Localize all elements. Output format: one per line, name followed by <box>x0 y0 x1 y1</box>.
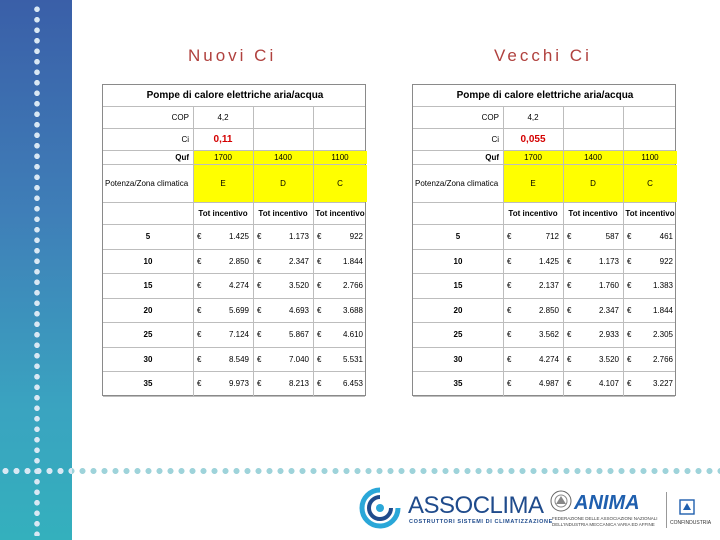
currency-symbol: € <box>197 330 202 340</box>
incentive-value: 922 <box>349 232 363 242</box>
incentive-header-row <box>103 203 365 225</box>
incentive-value: 4.274 <box>228 281 249 291</box>
currency-symbol: € <box>317 232 322 242</box>
currency-symbol: € <box>257 232 262 242</box>
incentive-value: 712 <box>545 232 559 242</box>
incentive-header: Tot incentivo <box>258 209 308 218</box>
incentive-value: 2.850 <box>228 256 249 266</box>
incentive-value: 1.844 <box>652 305 673 315</box>
currency-symbol: € <box>197 281 202 291</box>
incentive-header: Tot incentivo <box>625 209 675 218</box>
currency-symbol: € <box>257 305 262 315</box>
incentive-value: 7.124 <box>228 330 249 340</box>
currency-symbol: € <box>317 354 322 364</box>
quf-label: Quf <box>485 153 499 162</box>
incentive-value: 3.227 <box>652 379 673 389</box>
incentive-value: 4.987 <box>538 379 559 389</box>
currency-symbol: € <box>507 330 512 340</box>
incentive-table-new <box>102 84 366 396</box>
ci-label: Ci <box>181 135 189 144</box>
dot-row-band-decoration <box>0 466 72 476</box>
incentive-value: 3.688 <box>342 305 363 315</box>
zone-value: E <box>503 165 563 202</box>
incentive-value: 2.850 <box>538 305 559 315</box>
power-value: 30 <box>453 354 463 364</box>
currency-symbol: € <box>257 379 262 389</box>
column-divider <box>313 107 314 397</box>
incentive-header: Tot incentivo <box>198 209 248 218</box>
incentive-value: 1.425 <box>228 232 249 242</box>
incentive-value: 1.425 <box>538 256 559 266</box>
currency-symbol: € <box>507 281 512 291</box>
cop-label: COP <box>171 113 189 122</box>
currency-symbol: € <box>567 354 572 364</box>
assoclima-swirl-icon <box>358 486 402 530</box>
anima-seal-icon <box>550 490 572 512</box>
dot-column-decoration <box>33 4 41 536</box>
currency-symbol: € <box>257 281 262 291</box>
incentive-value: 4.274 <box>538 354 559 364</box>
currency-symbol: € <box>197 354 202 364</box>
logo-separator <box>666 492 667 528</box>
incentive-value: 2.347 <box>288 256 309 266</box>
power-value: 20 <box>453 305 463 315</box>
currency-symbol: € <box>317 379 322 389</box>
currency-symbol: € <box>317 305 322 315</box>
table-heading-row <box>103 85 365 107</box>
zone-value: C <box>623 165 677 202</box>
currency-symbol: € <box>257 330 262 340</box>
column-divider <box>253 107 254 397</box>
incentive-value: 461 <box>659 232 673 242</box>
power-value: 35 <box>143 379 153 389</box>
incentive-value: 2.305 <box>652 330 673 340</box>
incentive-value: 3.562 <box>538 330 559 340</box>
incentive-value: 1.383 <box>652 281 673 291</box>
currency-symbol: € <box>567 232 572 242</box>
currency-symbol: € <box>197 256 202 266</box>
table-row <box>413 323 675 348</box>
table-heading: Pompe di calore elettriche aria/acqua <box>146 90 324 101</box>
table-row <box>103 250 365 275</box>
zone-value: D <box>563 165 623 202</box>
power-value: 20 <box>143 305 153 315</box>
incentive-value: 3.520 <box>598 354 619 364</box>
incentive-value: 7.040 <box>288 354 309 364</box>
quf-value: 1100 <box>623 151 677 164</box>
table-row <box>413 372 675 397</box>
currency-symbol: € <box>567 330 572 340</box>
currency-symbol: € <box>317 330 322 340</box>
currency-symbol: € <box>567 281 572 291</box>
title-old-ci: Vecchi Ci <box>494 46 592 65</box>
incentive-value: 2.766 <box>342 281 363 291</box>
table-heading-row <box>413 85 675 107</box>
ci-row <box>103 129 365 151</box>
incentive-value: 5.699 <box>228 305 249 315</box>
currency-symbol: € <box>197 232 202 242</box>
currency-symbol: € <box>627 354 632 364</box>
power-value: 5 <box>145 232 151 242</box>
cop-value: 4,2 <box>527 113 539 122</box>
quf-value: 1400 <box>253 151 313 164</box>
power-value: 15 <box>453 281 463 291</box>
incentive-header-row <box>413 203 675 225</box>
column-divider <box>503 107 504 397</box>
ci-label: Ci <box>491 135 499 144</box>
cop-label: COP <box>481 113 499 122</box>
power-value: 35 <box>453 379 463 389</box>
currency-symbol: € <box>317 281 322 291</box>
zone-row <box>413 165 675 203</box>
zone-row <box>103 165 365 203</box>
quf-row <box>413 151 675 165</box>
zone-value: C <box>313 165 367 202</box>
quf-value: 1100 <box>313 151 367 164</box>
table-row <box>413 348 675 373</box>
incentive-value: 1.173 <box>598 256 619 266</box>
quf-row <box>103 151 365 165</box>
quf-label: Quf <box>175 153 189 162</box>
currency-symbol: € <box>627 379 632 389</box>
power-value: 5 <box>455 232 461 242</box>
incentive-value: 9.973 <box>228 379 249 389</box>
table-heading: Pompe di calore elettriche aria/acqua <box>456 90 634 101</box>
zone-label: Potenza/Zona climatica <box>415 179 499 188</box>
zone-value: D <box>253 165 313 202</box>
quf-value: 1700 <box>193 151 253 164</box>
ci-value: 0,055 <box>520 134 546 145</box>
incentive-value: 587 <box>605 232 619 242</box>
title-new-ci: Nuovi Ci <box>188 46 277 65</box>
assoclima-wordmark: ASSOCLIMA <box>408 492 544 519</box>
confindustria-seal-icon <box>678 498 696 516</box>
anima-tagline: FEDERAZIONE DELLE ASSOCIAZIONI NAZIONALI DELL'INDUSTRIA MECCANICA VARIA ED AFFINE <box>552 516 658 527</box>
incentive-value: 2.766 <box>652 354 673 364</box>
currency-symbol: € <box>507 379 512 389</box>
currency-symbol: € <box>567 379 572 389</box>
incentive-value: 5.867 <box>288 330 309 340</box>
confindustria-wordmark: CONFINDUSTRIA <box>670 520 712 526</box>
anima-wordmark: ANIMA <box>574 492 640 514</box>
power-value: 30 <box>143 354 153 364</box>
incentive-value: 4.107 <box>598 379 619 389</box>
currency-symbol: € <box>197 305 202 315</box>
currency-symbol: € <box>197 379 202 389</box>
incentive-value: 5.531 <box>342 354 363 364</box>
currency-symbol: € <box>507 305 512 315</box>
incentive-value: 1.844 <box>342 256 363 266</box>
cop-value: 4,2 <box>217 113 229 122</box>
cop-row <box>103 107 365 129</box>
incentive-value: 1.760 <box>598 281 619 291</box>
dot-row-decoration <box>0 466 720 476</box>
incentive-value: 4.610 <box>342 330 363 340</box>
column-divider <box>193 107 194 397</box>
table-row <box>103 372 365 397</box>
currency-symbol: € <box>507 232 512 242</box>
incentive-value: 2.933 <box>598 330 619 340</box>
table-row <box>103 348 365 373</box>
column-divider <box>623 107 624 397</box>
footer-logos <box>352 484 712 534</box>
power-value: 25 <box>143 330 153 340</box>
power-value: 15 <box>143 281 153 291</box>
table-row <box>103 299 365 324</box>
quf-value: 1400 <box>563 151 623 164</box>
ci-value: 0,11 <box>213 134 233 145</box>
incentive-value: 6.453 <box>342 379 363 389</box>
currency-symbol: € <box>627 305 632 315</box>
table-row <box>413 250 675 275</box>
incentive-value: 8.549 <box>228 354 249 364</box>
currency-symbol: € <box>627 330 632 340</box>
quf-value: 1700 <box>503 151 563 164</box>
zone-value: E <box>193 165 253 202</box>
currency-symbol: € <box>627 281 632 291</box>
incentive-value: 1.173 <box>288 232 309 242</box>
power-value: 10 <box>453 256 463 266</box>
currency-symbol: € <box>567 256 572 266</box>
currency-symbol: € <box>317 256 322 266</box>
incentive-value: 922 <box>659 256 673 266</box>
incentive-header: Tot incentivo <box>568 209 618 218</box>
zone-label: Potenza/Zona climatica <box>105 179 189 188</box>
table-row <box>103 323 365 348</box>
incentive-header: Tot incentivo <box>508 209 558 218</box>
column-divider <box>563 107 564 397</box>
power-value: 25 <box>453 330 463 340</box>
power-value: 10 <box>143 256 153 266</box>
incentive-value: 8.213 <box>288 379 309 389</box>
incentive-value: 4.693 <box>288 305 309 315</box>
currency-symbol: € <box>257 256 262 266</box>
currency-symbol: € <box>507 354 512 364</box>
table-row <box>103 274 365 299</box>
currency-symbol: € <box>567 305 572 315</box>
currency-symbol: € <box>257 354 262 364</box>
incentive-header: Tot incentivo <box>315 209 365 218</box>
incentive-table-old <box>412 84 676 396</box>
table-row <box>413 225 675 250</box>
table-row <box>413 299 675 324</box>
ci-row <box>413 129 675 151</box>
currency-symbol: € <box>507 256 512 266</box>
incentive-value: 2.347 <box>598 305 619 315</box>
currency-symbol: € <box>627 232 632 242</box>
assoclima-tagline: COSTRUTTORI SISTEMI DI CLIMATIZZAZIONE <box>409 519 553 525</box>
currency-symbol: € <box>627 256 632 266</box>
table-row <box>103 225 365 250</box>
table-row <box>413 274 675 299</box>
cop-row <box>413 107 675 129</box>
incentive-value: 3.520 <box>288 281 309 291</box>
incentive-value: 2.137 <box>538 281 559 291</box>
